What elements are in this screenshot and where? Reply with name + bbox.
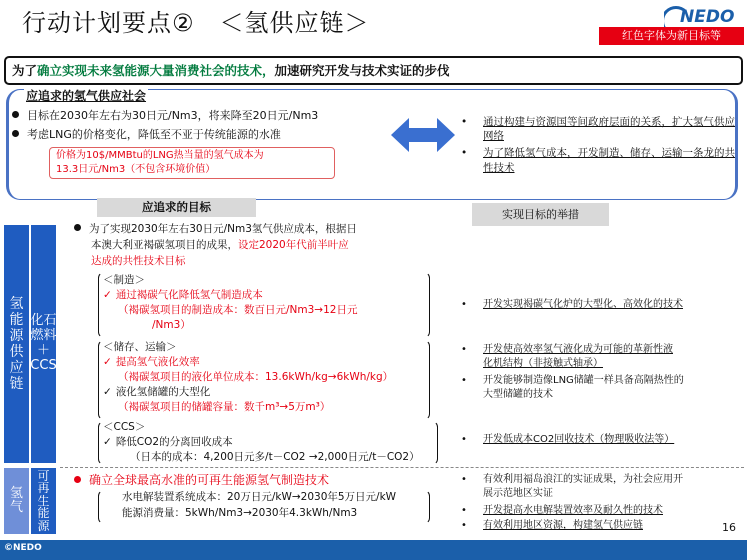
measure-1: • 开发实现褐碳气化炉的大型化、高效化的技术 [461, 299, 683, 310]
measure-3: • 开发能够制造像LNG储罐一样具备高隔热性的 大型储罐的技术 [461, 375, 684, 400]
side-label-renewable: 可再生能源 [31, 468, 56, 534]
storage-detail-2: （褐碳氢项目的储罐容量：数千m³→5万m³） [118, 401, 331, 413]
section-divider [60, 467, 744, 468]
renewable-goal-title: 确立全球最高水准的可再生能源氢气制造技术 [74, 473, 329, 489]
footer-bar [0, 540, 747, 560]
footer-logo: ©NEDO [4, 543, 42, 553]
renewable-detail-2: 能源消费量：5kWh/Nm3→2030年4.3kWh/Nm3 [122, 507, 358, 519]
check-icon: ✓ [103, 289, 112, 301]
page-number: 16 [722, 521, 736, 534]
measure-6: • 开发提高水电解装置效率及耐久性的技术 [461, 505, 663, 516]
goal-header: 应追求的目标 [97, 198, 256, 217]
goal-intro-line-1: 为了实现2030年左右30日元/Nm3氢气供应成本，根据日 [74, 223, 357, 237]
bullet-dot-icon [74, 224, 81, 231]
bullet-dot-icon [74, 476, 81, 483]
measure-7: • 有效利用地区资源，构建氢气供应链 [461, 520, 643, 531]
storage-item-1: ✓ 提高氢气液化效率 [103, 356, 200, 368]
side-label-hydrogen: 氢气 [4, 468, 29, 534]
society-bullet-1: 目标在2030年左右为30日元/Nm3，将来降至20日元/Nm3 [12, 109, 318, 123]
check-icon: ✓ [103, 386, 112, 398]
side-label-hydrogen-supply-chain: 氢能源供应链 [4, 225, 29, 463]
banner-highlight: 确立实现未来氢能源大量消费社会的技术， [37, 62, 275, 78]
measure-4: • 开发低成本CO2回收技术（物理吸收法等） [461, 434, 675, 445]
goal-intro-line-3: 达成的共性技术目标 [91, 255, 186, 267]
society-measures [461, 115, 741, 178]
measures-header: 实现目标的举措 [472, 203, 609, 226]
manufacture-detail-1: （褐碳氢项目的制造成本：数百日元/Nm3→12日元 [118, 304, 358, 316]
renewable-detail-1: 水电解装置系统成本：20万日元/kW→2030年5万日元/kW [122, 491, 397, 503]
storage-label: ＜储存、运输＞ [103, 341, 177, 353]
storage-item-2: ✓ 液化氢储罐的大型化 [103, 386, 211, 398]
bullet-dot-icon [12, 111, 19, 118]
nedo-logo: NEDO [664, 4, 746, 28]
manufacture-detail-2: /Nm3） [152, 319, 191, 331]
double-arrow-icon [391, 116, 455, 154]
ccs-item-1: ✓ 降低CO2的分离回收成本 [103, 436, 233, 448]
storage-detail-1: （褐碳氢项目的液化单位成本：13.6kWh/kg→6kWh/kg） [118, 371, 394, 383]
measure-5: • 有效利用福岛浪江的实证成果，为社会应用开 展示范地区实证 [461, 474, 683, 499]
society-section-title: 应追求的氢气供应社会 [26, 89, 147, 103]
bullet-dot-icon [12, 130, 19, 137]
summary-banner: 为了 确立实现未来氢能源大量消费社会的技术， 加速研究开发与技术实证的步伐 [4, 56, 743, 85]
check-icon: ✓ [103, 436, 112, 448]
page-title: 行动计划要点② ＜氢供应链＞ [22, 9, 370, 37]
check-icon: ✓ [103, 356, 112, 368]
side-label-fossil-ccs: 化石燃料＋CCS [31, 225, 56, 463]
society-bullet-2: 考虑LNG的价格变化，降低至不亚于传统能源的水准 [12, 128, 281, 142]
society-measure-1: • 通过构建与资源国等间政府层面的关系，扩大氢气供应网络 [461, 116, 735, 143]
ccs-detail: （日本的成本：4,200日元多/t－CO2 →2,000日元/t－CO2） [130, 451, 420, 463]
manufacture-item-1: ✓ 通过褐碳气化降低氢气制造成本 [103, 289, 263, 301]
measure-2: • 开发使高效率氢气液化成为可能的革新性液 化机结构（非接触式轴承） [461, 344, 673, 369]
manufacture-label: ＜制造＞ [103, 274, 145, 286]
goal-intro-line-2: 本澳大利亚褐碳氢项目的成果，设定2020年代前半叶应 [91, 239, 349, 251]
ccs-label: ＜CCS＞ [103, 421, 146, 433]
lng-price-note: 价格为10$/MMBtu的LNG热当量的氢气成本为 13.3日元/Nm3（不包含环境价值） [49, 147, 335, 179]
society-measure-2: • 为了降低氢气成本，开发制造、储存、运输一条龙的共性技术 [461, 147, 735, 174]
new-target-note: 红色字体为新目标等 [599, 27, 744, 45]
